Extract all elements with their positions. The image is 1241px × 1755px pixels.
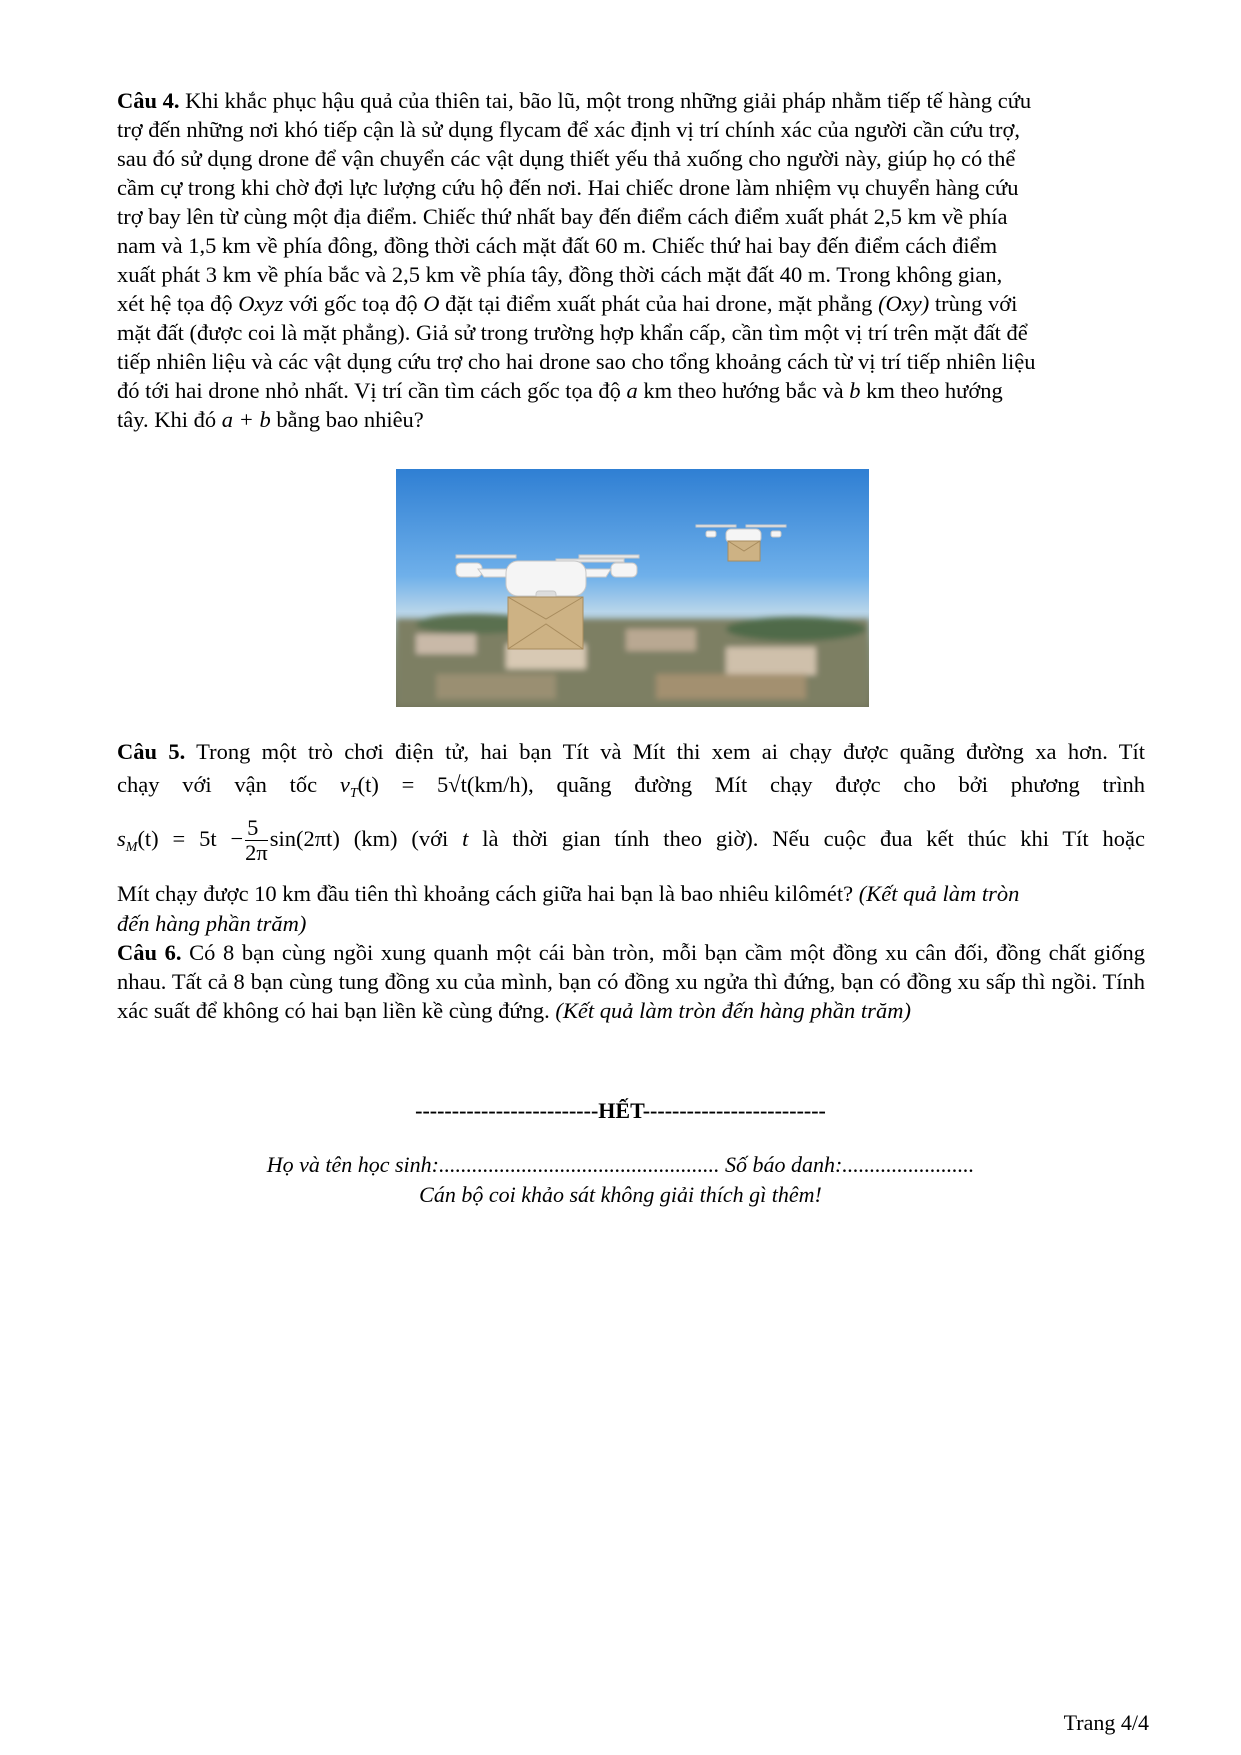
q4-line-9: mặt đất (được coi là mặt phẳng). Giả sử trong trường hợp khẩn cấp, cần tìm một vị trí trên mặt đất để	[117, 320, 1028, 345]
q5-line-1: Trong một trò chơi điện tử, hai bạn Tít và Mít thi xem ai chạy được quãng đường xa hơn. Tít	[185, 739, 1146, 764]
q4-line-6: nam và 1,5 km về phía đông, đồng thời cách mặt đất 60 m. Chiếc thứ hai bay đến điểm cách điểm	[117, 233, 998, 258]
question-5-label: Câu 5.	[117, 739, 186, 764]
math-a-plus-b: a + b	[221, 407, 271, 432]
question-6-label: Câu 6.	[117, 940, 182, 965]
q4-line-3: sau đó sử dụng drone để vận chuyển các vật dụng thiết yếu thả xuống cho người này, giúp họ có thể	[117, 146, 1016, 171]
q4-line-7: xuất phát 3 km về phía bắc và 2,5 km về phía tây, đồng thời cách mặt đất 40 m. Trong không gian,	[117, 262, 1003, 287]
q4-line-4: cầm cự trong khi chờ đợi lực lượng cứu hộ đến nơi. Hai chiếc drone làm nhiệm vụ chuyển hàng cứu	[117, 175, 1019, 200]
q4-line-2: trợ đến những nơi khó tiếp cận là sử dụng flycam để xác định vị trí chính xác của người cần cứu trợ,	[117, 117, 1020, 142]
question-5	[117, 735, 1145, 938]
math-b: b	[849, 378, 861, 403]
end-mark: -------------------------HẾT-------------------------	[415, 1098, 826, 1123]
q5-line-3: $s_M(t) = 5t$ − $\frac{5}{2\pi}$ sin(2πt) (km) (với t là thời gian tính theo giờ). Nếu cuộc đua kết thúc khi Tít hoặc	[117, 815, 1146, 866]
q5-line-4: Mít chạy được 10 km đầu tiên thì khoảng cách giữa hai bạn là bao nhiêu kilômét? (Kết quả làm tròn	[117, 881, 1020, 906]
q4-line-10: tiếp nhiên liệu và các vật dụng cứu trợ cho hai drone sao cho tổng khoảng cách từ vị trí tiếp nhiên liệu	[117, 349, 1036, 374]
small-drone-package	[728, 541, 760, 561]
math-a: a	[626, 378, 638, 403]
q4-line-8: xét hệ tọa độ Oxyz với gốc toạ độ O đặt tại điểm xuất phát của hai drone, mặt phẳng (Oxy) trùng với	[117, 291, 1018, 316]
math-distance: $s_M(t) = 5t$ − $\frac{5}{2\pi}$ sin(2πt) (km)	[117, 815, 398, 866]
q6-text: Có 8 bạn cùng ngồi xung quanh một cái bàn tròn, mỗi bạn cầm một đồng xu cân đối, đồng chất giống nhau. Tất cả 8 bạn cùng tung đồng xu của mình, bạn có đồng xu ngửa thì đứng, bạn có đồng xu sấp thì ngồi. Tính xác suất để không có hai bạn liền kề cùng đứng.	[117, 940, 1145, 1023]
math-oxyz: Oxyz	[238, 291, 284, 316]
math-o: O	[423, 291, 440, 316]
q4-line-12: tây. Khi đó a + b bằng bao nhiêu?	[117, 407, 424, 432]
page-number: Trang 4/4	[1063, 1710, 1149, 1735]
question-4-label: Câu 4.	[117, 88, 180, 113]
q4-line-5: trợ bay lên từ cùng một địa điểm. Chiếc thứ nhất bay đến điểm cách điểm xuất phát 2,5 km về phía	[117, 204, 1008, 229]
question-4	[117, 86, 1145, 434]
student-info-line: Họ và tên học sinh:................................................... Số báo danh:........................	[266, 1152, 975, 1177]
math-oxy: (Oxy)	[878, 291, 930, 316]
drone-illustration	[396, 469, 869, 707]
q6-note: (Kết quả làm tròn đến hàng phần trăm)	[555, 998, 911, 1023]
math-velocity: $v_T(t) = 5√t(km/h)$,	[339, 772, 534, 801]
large-drone-package	[508, 597, 583, 649]
q4-line-11: đó tới hai drone nhỏ nhất. Vị trí cần tìm cách gốc tọa độ a km theo hướng bắc và b km theo hướng	[117, 378, 1003, 403]
fraction: $\frac{5}{2\pi}$	[245, 815, 268, 866]
question-6	[117, 938, 1145, 1025]
proctor-note: Cán bộ coi khảo sát không giải thích gì thêm!	[419, 1182, 822, 1207]
q5-line-2: chạy với vận tốc $v_T(t) = 5√t(km/h)$, quãng đường Mít chạy được cho bởi phương trình	[117, 772, 1146, 801]
q4-line-1: Khi khắc phục hậu quả của thiên tai, bão lũ, một trong những giải pháp nhằm tiếp tế hàng cứu	[179, 88, 1032, 113]
q5-line-5: đến hàng phần trăm)	[117, 911, 307, 936]
